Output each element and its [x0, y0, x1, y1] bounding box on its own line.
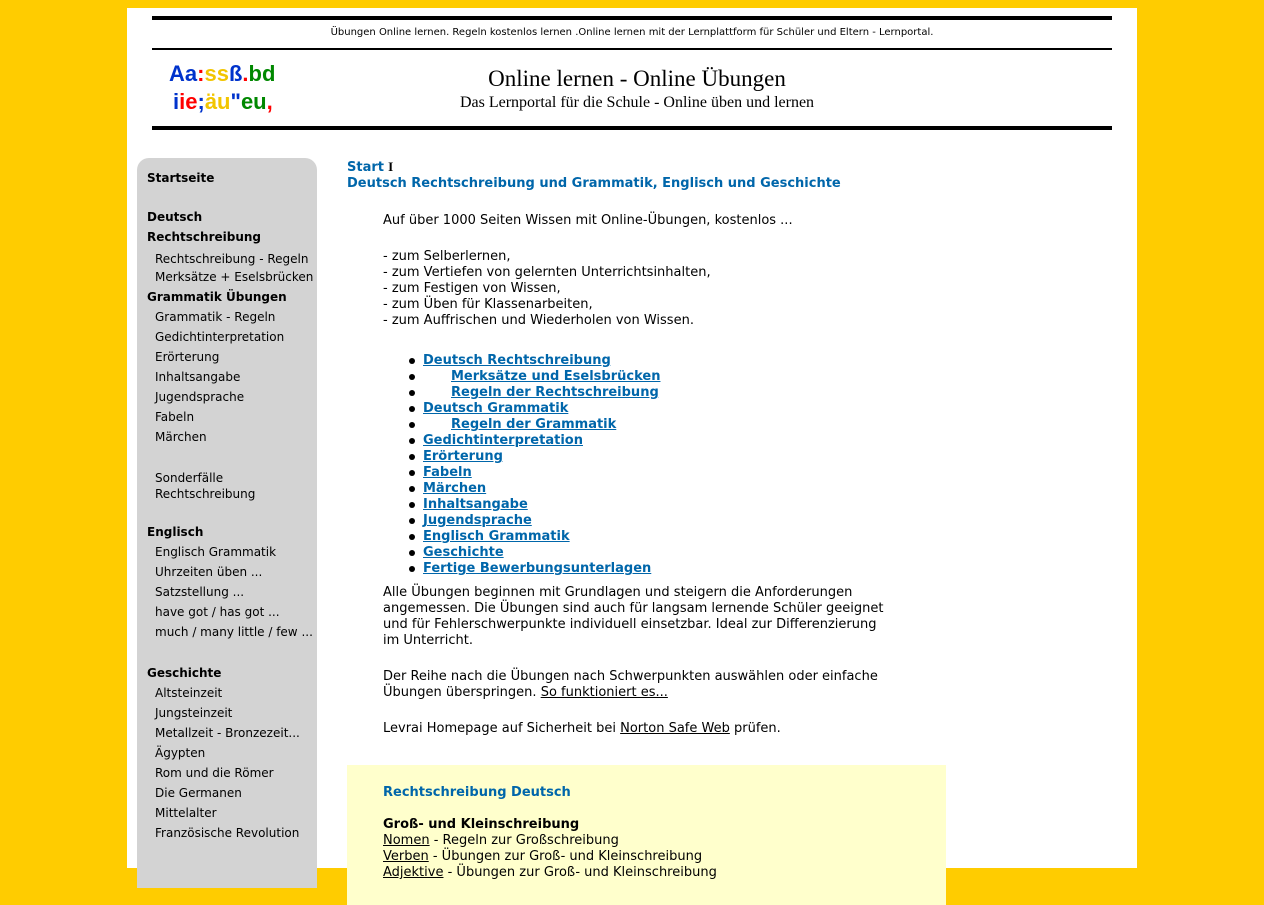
list-item	[407, 385, 660, 401]
list-item	[407, 465, 660, 481]
link-regeln-rechtschreibung[interactable]: Regeln der Rechtschreibung	[451, 385, 659, 400]
link-inhaltsangabe[interactable]: Inhaltsangabe	[423, 497, 528, 512]
sidebar-heading-geschichte[interactable]: Geschichte	[147, 666, 222, 680]
purpose-item: - zum Üben für Klassenarbeiten,	[383, 297, 593, 312]
description-paragraph	[383, 585, 883, 649]
link-fabeln[interactable]: Fabeln	[423, 465, 472, 480]
sidebar-item-fabeln[interactable]: Fabeln	[155, 410, 195, 424]
bullet-icon	[409, 502, 415, 508]
link-deutsch-grammatik[interactable]: Deutsch Grammatik	[423, 401, 569, 416]
sidebar-item-sonderfaelle-line1: Sonderfälle	[155, 471, 224, 485]
site-title: Online lernen - Online Übungen	[488, 66, 786, 91]
breadcrumb-separator: I	[388, 159, 394, 174]
link-bewerbungsunterlagen[interactable]: Fertige Bewerbungsunterlagen	[423, 561, 652, 576]
bullet-icon	[409, 454, 415, 460]
bullet-icon	[409, 406, 415, 412]
sidebar-item-much-many[interactable]: much / many little / few ...	[155, 625, 313, 639]
list-item	[407, 353, 660, 369]
list-item	[407, 481, 660, 497]
link-deutsch-rechtschreibung[interactable]: Deutsch Rechtschreibung	[423, 353, 611, 368]
sidebar-item-merksaetze[interactable]: Merksätze + Eselsbrücken	[155, 270, 314, 284]
purpose-item: - zum Vertiefen von gelernten Unterrichtsinhalten,	[383, 265, 711, 280]
box-row-text: - Regeln zur Großschreibung	[429, 833, 619, 848]
bullet-icon	[409, 550, 415, 556]
rechtschreibung-box	[347, 765, 946, 905]
topic-link-list	[407, 353, 660, 577]
list-item	[407, 513, 660, 529]
page-container	[127, 8, 1137, 880]
link-regeln-grammatik[interactable]: Regeln der Grammatik	[451, 417, 617, 432]
box-row-text: - Übungen zur Groß- und Kleinschreibung	[443, 865, 717, 880]
sidebar-heading-rechtschreibung[interactable]: Rechtschreibung	[147, 230, 262, 244]
paragraph-line	[383, 685, 878, 701]
box-link-adjektive[interactable]: Adjektive	[383, 865, 444, 880]
bullet-icon	[409, 390, 415, 396]
box-row-text: - Übungen zur Groß- und Kleinschreibung	[428, 849, 703, 864]
box-row	[383, 849, 702, 865]
bullet-icon	[409, 470, 415, 476]
paragraph-line: im Unterricht.	[383, 633, 473, 648]
sidebar-item-englisch-grammatik[interactable]: Englisch Grammatik	[155, 545, 277, 559]
sidebar-item-uhrzeiten[interactable]: Uhrzeiten üben ...	[155, 565, 263, 579]
norton-paragraph	[383, 721, 781, 737]
sidebar-heading-englisch[interactable]: Englisch	[147, 525, 204, 539]
norton-text-before: Levrai Homepage auf Sicherheit bei	[383, 721, 616, 736]
sidebar-item-maerchen[interactable]: Märchen	[155, 430, 207, 444]
sidebar-item-gedichtinterpretation[interactable]: Gedichtinterpretation	[155, 330, 285, 344]
purpose-item: - zum Festigen von Wissen,	[383, 281, 561, 296]
link-jugendsprache[interactable]: Jugendsprache	[423, 513, 532, 528]
box-link-verben[interactable]: Verben	[383, 849, 429, 864]
site-logo[interactable]	[169, 60, 275, 116]
sidebar-item-have-got[interactable]: have got / has got ...	[155, 605, 280, 619]
paragraph-line: angemessen. Die Übungen sind auch für langsam lernende Schüler geeignet	[383, 601, 884, 616]
bullet-icon	[409, 422, 415, 428]
intro-text: Auf über 1000 Seiten Wissen mit Online-Übungen, kostenlos ...	[383, 213, 793, 228]
paragraph-line: und für Fehlerschwerpunkte individuell einsetzbar. Ideal zur Differenzierung	[383, 617, 877, 632]
bullet-icon	[409, 374, 415, 380]
purpose-item: - zum Selberlernen,	[383, 249, 511, 264]
purpose-item: - zum Auffrischen und Wiederholen von Wissen.	[383, 313, 694, 328]
sidebar-nav	[137, 158, 317, 888]
sidebar-item-inhaltsangabe[interactable]: Inhaltsangabe	[155, 370, 241, 384]
bullet-icon	[409, 438, 415, 444]
header-bottom-rule	[152, 126, 1112, 130]
list-item	[407, 561, 660, 577]
sidebar-item-germanen[interactable]: Die Germanen	[155, 786, 242, 800]
link-merksaetze[interactable]: Merksätze und Eselsbrücken	[451, 369, 661, 384]
box-subtitle: Groß- und Kleinschreibung	[383, 817, 580, 832]
list-item	[407, 401, 660, 417]
sidebar-heading-grammatik[interactable]: Grammatik Übungen	[147, 290, 287, 304]
sidebar-item-mittelalter[interactable]: Mittelalter	[155, 806, 217, 820]
list-item	[407, 529, 660, 545]
purpose-list	[383, 249, 711, 329]
link-geschichte[interactable]: Geschichte	[423, 545, 504, 560]
breadcrumb	[347, 158, 393, 176]
bullet-icon	[409, 358, 415, 364]
bullet-icon	[409, 486, 415, 492]
list-item	[407, 369, 660, 385]
sidebar-item-rs-regeln[interactable]: Rechtschreibung - Regeln	[155, 252, 309, 266]
link-englisch-grammatik[interactable]: Englisch Grammatik	[423, 529, 570, 544]
norton-safe-web-link[interactable]: Norton Safe Web	[620, 721, 730, 736]
logo-line-1: Aa:ssß.bd	[169, 61, 276, 86]
link-maerchen[interactable]: Märchen	[423, 481, 487, 496]
site-title-block	[402, 65, 872, 113]
list-item	[407, 417, 660, 433]
sidebar-item-metallzeit[interactable]: Metallzeit - Bronzezeit...	[155, 726, 300, 740]
sidebar-item-sonderfaelle-line2: Rechtschreibung	[155, 487, 256, 501]
paragraph-line: Alle Übungen beginnen mit Grundlagen und steigern die Anforderungen	[383, 585, 853, 600]
sidebar-item-rom[interactable]: Rom und die Römer	[155, 766, 274, 780]
sidebar-item-sonderfaelle[interactable]	[155, 471, 255, 501]
sidebar-item-revolution[interactable]: Französische Revolution	[155, 826, 300, 840]
top-rule	[152, 16, 1112, 20]
sidebar-item-altsteinzeit[interactable]: Altsteinzeit	[155, 686, 223, 700]
paragraph-line: Der Reihe nach die Übungen nach Schwerpunkten auswählen oder einfache	[383, 669, 878, 684]
bullet-icon	[409, 534, 415, 540]
sidebar-item-satzstellung[interactable]: Satzstellung ...	[155, 585, 245, 599]
list-item	[407, 545, 660, 561]
sidebar-item-jungsteinzeit[interactable]: Jungsteinzeit	[155, 706, 233, 720]
sidebar-item-aegypten[interactable]: Ägypten	[155, 746, 206, 760]
breadcrumb-start-link[interactable]: Start	[347, 160, 384, 175]
sidebar-item-eroerterung[interactable]: Erörterung	[155, 350, 220, 364]
sidebar-item-jugendsprache[interactable]: Jugendsprache	[155, 390, 245, 404]
box-row	[383, 833, 619, 849]
sidebar-item-grammatik-regeln[interactable]: Grammatik - Regeln	[155, 310, 276, 324]
howto-paragraph	[383, 669, 878, 701]
norton-text-after: prüfen.	[733, 721, 781, 736]
page-heading: Deutsch Rechtschreibung und Grammatik, Englisch und Geschichte	[347, 176, 841, 191]
sidebar-item-startseite[interactable]: Startseite	[147, 171, 215, 185]
paragraph-text: Übungen überspringen.	[383, 685, 537, 700]
list-item	[407, 497, 660, 513]
box-row	[383, 865, 717, 881]
list-item	[407, 449, 660, 465]
bullet-icon	[409, 518, 415, 524]
logo-line-2: iie;äu"eu,	[173, 89, 273, 114]
header-rule	[152, 48, 1112, 50]
sidebar-heading-deutsch[interactable]: Deutsch	[147, 210, 203, 224]
box-link-nomen[interactable]: Nomen	[383, 833, 430, 848]
bullet-icon	[409, 566, 415, 572]
box-title[interactable]: Rechtschreibung Deutsch	[383, 785, 571, 800]
header-tagline: Übungen Online lernen. Regeln kostenlos lernen .Online lernen mit der Lernplattform für Schüler und Eltern - Lernportal.	[330, 27, 934, 38]
howto-link[interactable]: So funktioniert es...	[540, 685, 668, 700]
link-gedichtinterpretation[interactable]: Gedichtinterpretation	[423, 433, 583, 448]
list-item	[407, 433, 660, 449]
site-subtitle: Das Lernportal für die Schule - Online üben und lernen	[459, 94, 815, 111]
link-eroerterung[interactable]: Erörterung	[423, 449, 503, 464]
